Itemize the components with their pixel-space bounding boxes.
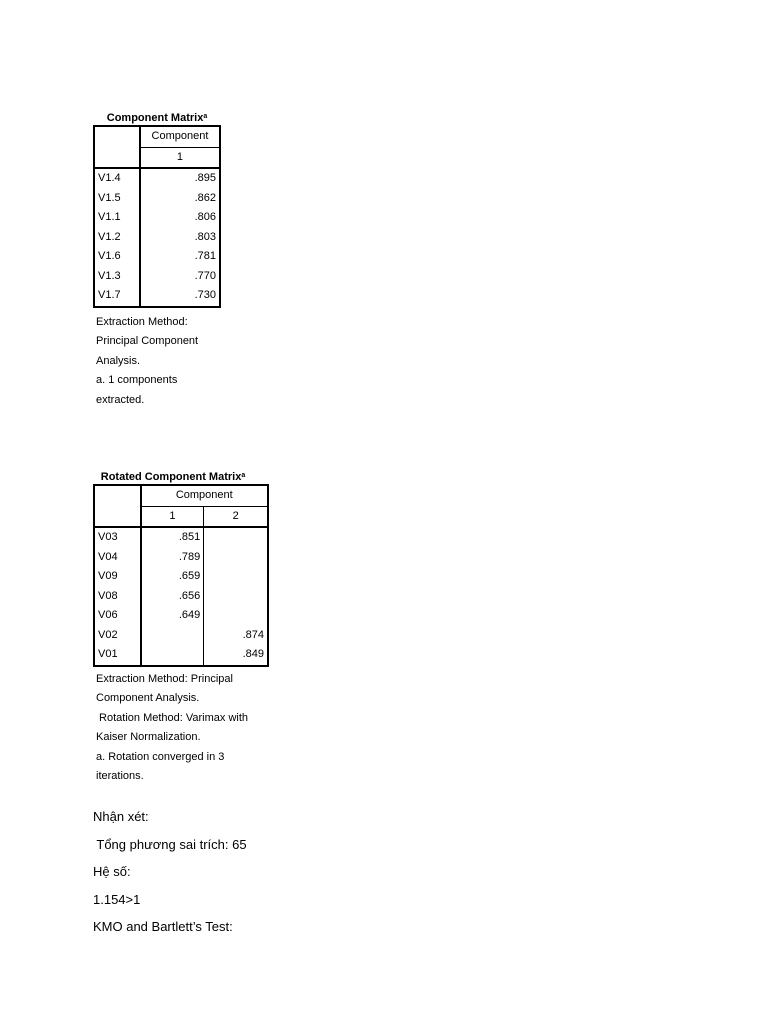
variance-line: Tổng phương sai trích: 65 — [93, 836, 247, 852]
value-cell: .770 — [140, 267, 220, 287]
row-label: V09 — [94, 567, 141, 587]
note-line: Principal Component — [96, 335, 199, 347]
value-cell: .895 — [140, 168, 220, 189]
value-cell: .656 — [141, 587, 204, 607]
row-label: V1.5 — [94, 189, 140, 209]
component-matrix-title — [93, 110, 221, 124]
value-cell — [204, 567, 268, 587]
note-line: Rotation Method: Varimax with — [96, 711, 249, 724]
row-label: V1.1 — [94, 208, 140, 228]
note-line: Kaiser Normalization. — [96, 731, 201, 743]
table-row — [94, 606, 268, 626]
value-cell: .862 — [140, 189, 220, 209]
rotated-matrix-title-text: Rotated Component Matrix — [100, 471, 242, 483]
value-cell — [204, 606, 268, 626]
note-line: a. 1 components — [96, 374, 178, 386]
coefficient-label: Hệ số: — [93, 864, 131, 879]
value-cell: .851 — [141, 527, 204, 548]
value-cell: .806 — [140, 208, 220, 228]
row-label: V01 — [94, 645, 141, 666]
table-row — [94, 626, 268, 646]
value-cell: .874 — [204, 626, 268, 646]
row-label: V1.4 — [94, 168, 140, 189]
rotated-matrix-block — [93, 469, 269, 787]
table-row — [94, 587, 268, 607]
component-header: Component — [140, 126, 220, 147]
corner-cell — [94, 126, 140, 168]
table-row — [94, 189, 220, 209]
row-label: V1.6 — [94, 247, 140, 267]
table-row — [94, 168, 220, 189]
table-row — [94, 247, 220, 267]
value-cell: .849 — [204, 645, 268, 666]
component-matrix-block — [93, 110, 221, 410]
value-cell — [204, 527, 268, 548]
value-cell: .659 — [141, 567, 204, 587]
comment-label: Nhận xét: — [93, 809, 149, 824]
note-line: a. Rotation converged in 3 — [96, 750, 225, 763]
value-cell: .730 — [140, 286, 220, 307]
component-matrix-title-text: Component Matrix — [106, 112, 204, 124]
value-cell: .781 — [140, 247, 220, 267]
value-cell: .803 — [140, 228, 220, 248]
kmo-label: KMO and Bartlett’s Test: — [93, 919, 233, 934]
row-label: V1.2 — [94, 228, 140, 248]
component-matrix-notes — [96, 313, 221, 411]
component-header: Component — [141, 485, 268, 506]
component-matrix-table — [93, 125, 221, 308]
column-header: 1 — [141, 506, 204, 527]
note-line: Analysis. — [96, 354, 141, 367]
note-line: extracted. — [96, 393, 145, 406]
note-line: Extraction Method: Principal — [96, 672, 233, 685]
value-cell — [204, 587, 268, 607]
note-line: Component Analysis. — [96, 692, 200, 704]
component-matrix-title-sup: a — [203, 113, 208, 120]
table-row — [94, 208, 220, 228]
corner-cell — [94, 485, 141, 527]
table-row — [94, 645, 268, 666]
body-text — [93, 806, 247, 944]
row-label: V04 — [94, 548, 141, 568]
note-line: Extraction Method: — [96, 315, 188, 328]
table-row — [94, 527, 268, 548]
header-row — [94, 126, 220, 147]
table-row — [94, 228, 220, 248]
table-row — [94, 286, 220, 307]
row-label: V08 — [94, 587, 141, 607]
row-label: V06 — [94, 606, 141, 626]
table-row — [94, 548, 268, 568]
rotated-matrix-title-sup: a — [241, 472, 246, 479]
column-header: 2 — [204, 506, 268, 527]
coefficient-value: 1.154>1 — [93, 891, 141, 907]
note-line: iterations. — [96, 770, 144, 782]
rotated-matrix-table — [93, 484, 269, 667]
value-cell — [141, 645, 204, 666]
table-row — [94, 567, 268, 587]
row-label: V1.3 — [94, 267, 140, 287]
value-cell — [141, 626, 204, 646]
table-row — [94, 267, 220, 287]
value-cell: .789 — [141, 548, 204, 568]
column-header: 1 — [140, 147, 220, 168]
row-label: V02 — [94, 626, 141, 646]
header-row — [94, 485, 268, 506]
rotated-matrix-notes — [96, 670, 269, 787]
row-label: V1.7 — [94, 286, 140, 307]
rotated-matrix-title — [93, 469, 253, 483]
value-cell: .649 — [141, 606, 204, 626]
value-cell — [204, 548, 268, 568]
row-label: V03 — [94, 527, 141, 548]
